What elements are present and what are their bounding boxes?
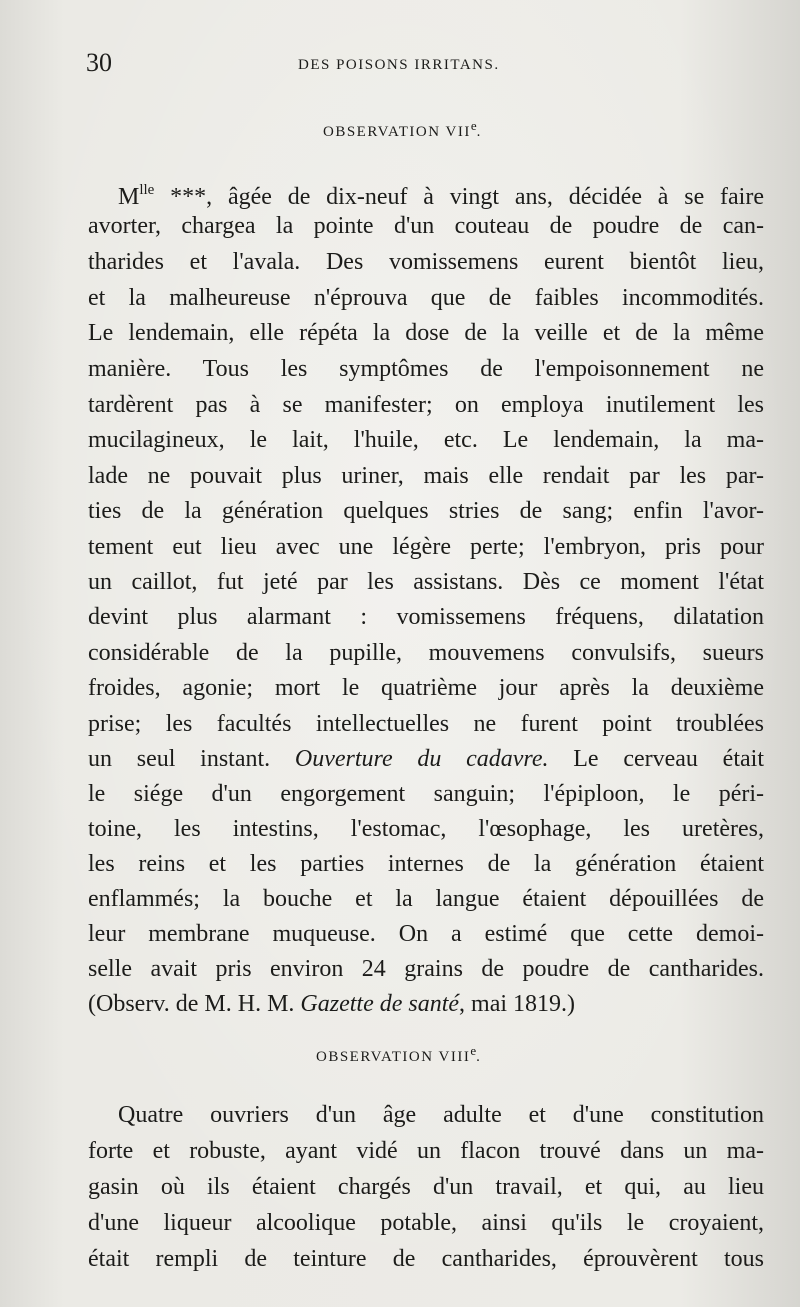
observation-8-heading-end: . bbox=[476, 1049, 482, 1065]
observation-7-heading-sup: e bbox=[470, 118, 477, 133]
running-head: DES POISONS IRRITANS. bbox=[298, 57, 500, 73]
text-line: devint plus alarmant : vomissemens fréquens, dilatation bbox=[88, 604, 764, 630]
text-line: mucilagineux, le lait, l'huile, etc. Le lendemain, la ma- bbox=[88, 427, 764, 453]
text-line: enflammés; la bouche et la langue étaient dépouillées de bbox=[88, 886, 764, 912]
text-line: Quatre ouvriers d'un âge adulte et d'une constitution bbox=[118, 1102, 764, 1128]
text-line: tardèrent pas à se manifester; on employa inutilement les bbox=[88, 392, 764, 418]
text-line: d'une liqueur alcoolique potable, ainsi qu'ils le croyaient, bbox=[88, 1210, 764, 1236]
text-line: leur membrane muqueuse. On a estimé que cette demoi- bbox=[88, 921, 764, 947]
text-line: avorter, chargea la pointe d'un couteau de poudre de can- bbox=[88, 213, 764, 239]
text-line: manière. Tous les symptômes de l'empoisonnement ne bbox=[88, 356, 764, 382]
text-line: $M^{lle}$ ***, âgée de dix-neuf à vingt ans, décidée à se faire bbox=[118, 182, 764, 210]
text-line: tharides et l'avala. Des vomissemens eurent bientôt lieu, bbox=[88, 249, 764, 275]
text-line: toine, les intestins, l'estomac, l'œsophage, les uretères, bbox=[88, 816, 764, 842]
text-line: selle avait pris environ 24 grains de poudre de cantharides. bbox=[88, 956, 764, 982]
text-line: Le lendemain, elle répéta la dose de la veille et de la même bbox=[88, 320, 764, 346]
text-line: considérable de la pupille, mouvemens convulsifs, sueurs bbox=[88, 640, 764, 666]
observation-7-heading bbox=[323, 118, 482, 141]
observation-8-heading-text: OBSERVATION VIII bbox=[316, 1049, 471, 1065]
text-line: forte et robuste, ayant vidé un flacon trouvé dans un ma- bbox=[88, 1138, 764, 1164]
text-line: lade ne pouvait plus uriner, mais elle rendait par les par- bbox=[88, 463, 764, 489]
observation-8-heading-sup: e bbox=[470, 1043, 477, 1058]
text-line: les reins et les parties internes de la génération étaient bbox=[88, 851, 764, 877]
text-line: un seul instant. Ouverture du cadavre. Le cerveau était bbox=[88, 746, 764, 772]
text-line: tement eut lieu avec une légère perte; l'embryon, pris pour bbox=[88, 534, 764, 560]
text-line: ties de la génération quelques stries de sang; enfin l'avor- bbox=[88, 498, 764, 524]
text-line: un caillot, fut jeté par les assistans. Dès ce moment l'état bbox=[88, 569, 764, 595]
page-number: 30 bbox=[86, 48, 112, 77]
text-line: froides, agonie; mort le quatrième jour après la deuxième bbox=[88, 675, 764, 701]
text-line: (Observ. de M. H. M. Gazette de santé, mai 1819.) bbox=[88, 991, 576, 1017]
text-line: gasin où ils étaient chargés d'un travail, et qui, au lieu bbox=[88, 1174, 764, 1200]
text-line: le siége d'un engorgement sanguin; l'épiploon, le péri- bbox=[88, 781, 764, 807]
observation-7-heading-text: OBSERVATION VII bbox=[323, 124, 471, 140]
text-line: et la malheureuse n'éprouva que de faibles incommodités. bbox=[88, 285, 764, 311]
observation-7-heading-end: . bbox=[476, 124, 482, 140]
observation-8-heading bbox=[316, 1043, 481, 1066]
text-line: prise; les facultés intellectuelles ne furent point troublées bbox=[88, 711, 764, 737]
text-line: était rempli de teinture de cantharides, éprouvèrent tous bbox=[88, 1246, 764, 1272]
